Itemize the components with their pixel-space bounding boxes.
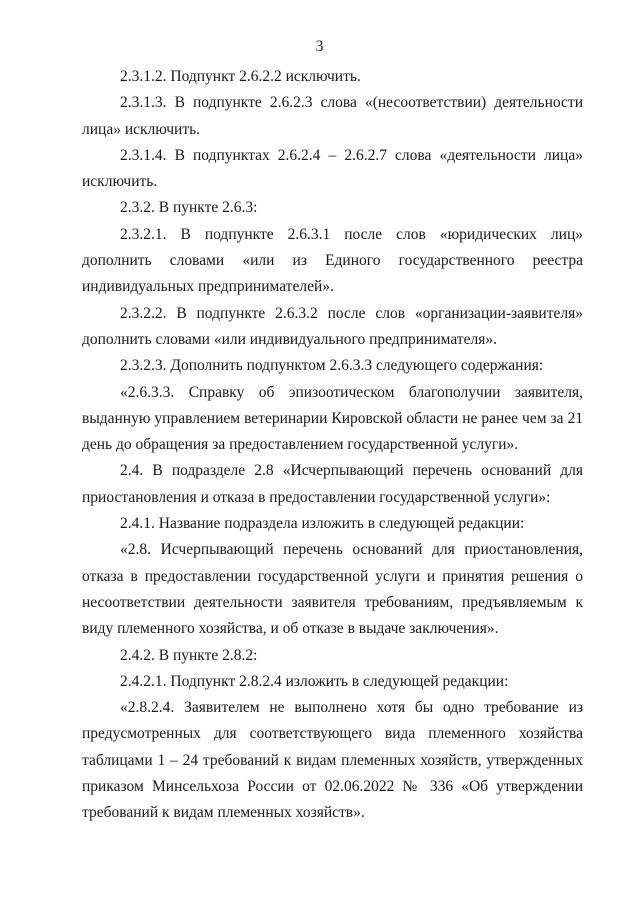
paragraph-2-4: 2.4. В подразделе 2.8 «Исчерпывающий перечень оснований для приостановления и отказа в предоставлении государственной услуги»: bbox=[82, 462, 583, 506]
paragraph-2-3-2-3: 2.3.2.3. Дополнить подпунктом 2.6.3.3 следующего содержания: bbox=[120, 357, 544, 375]
page-number: 3 bbox=[315, 38, 324, 55]
paragraph-2-3-1-3: 2.3.1.3. В подпункте 2.6.2.3 слова «(несоответствии) деятельности лица» исключить. bbox=[82, 94, 583, 138]
paragraph-2-4-1: 2.4.1. Название подраздела изложить в следующей редакции: bbox=[120, 515, 525, 533]
paragraph-2-3-2: 2.3.2. В пункте 2.6.3: bbox=[120, 199, 258, 217]
document-body bbox=[82, 64, 583, 827]
paragraph-quote-2-8: «2.8. Исчерпывающий перечень оснований для приостановления, отказа в предоставлении государственной услуги и принятия решения о несоответствии деятельности заявителя требованиям, предъявляемым к виду племенного хозяйства, и об отказе в выдаче заключения». bbox=[82, 541, 583, 638]
paragraph-2-4-2-1: 2.4.2.1. Подпункт 2.8.2.4 изложить в следующей редакции: bbox=[120, 672, 509, 690]
paragraph-quote-2-8-2-4: «2.8.2.4. Заявителем не выполнено хотя бы одно требование из предусмотренных для соответствующего вида племенного хозяйства таблицами 1 – 24 требований к видам племенных хозяйств, утвержденных приказом Минсельхоза России от 02.06.2022 № 336 «Об утверждении требований к видам племенных хозяйств». bbox=[82, 699, 583, 822]
paragraph-2-4-2: 2.4.2. В пункте 2.8.2: bbox=[120, 646, 258, 664]
paragraph-quote-2-6-3-3: «2.6.3.3. Справку об эпизоотическом благополучии заявителя, выданную управлением ветеринарии Кировской области не ранее чем за 21 день до обращения за предоставлением государственной услуги». bbox=[82, 383, 583, 454]
paragraph-2-3-2-1: 2.3.2.1. В подпункте 2.6.3.1 после слов «юридических лиц» дополнить словами «или из Единого государственного реестра индивидуальных предпринимателей». bbox=[82, 225, 583, 296]
paragraph-2-3-2-2: 2.3.2.2. В подпункте 2.6.3.2 после слов «организации-заявителя» дополнить словами «или индивидуального предпринимателя». bbox=[82, 304, 583, 348]
paragraph-2-3-1-4: 2.3.1.4. В подпунктах 2.6.2.4 – 2.6.2.7 слова «деятельности лица» исключить. bbox=[82, 146, 583, 191]
paragraph-2-3-1-2: 2.3.1.2. Подпункт 2.6.2.2 исключить. bbox=[120, 68, 361, 85]
